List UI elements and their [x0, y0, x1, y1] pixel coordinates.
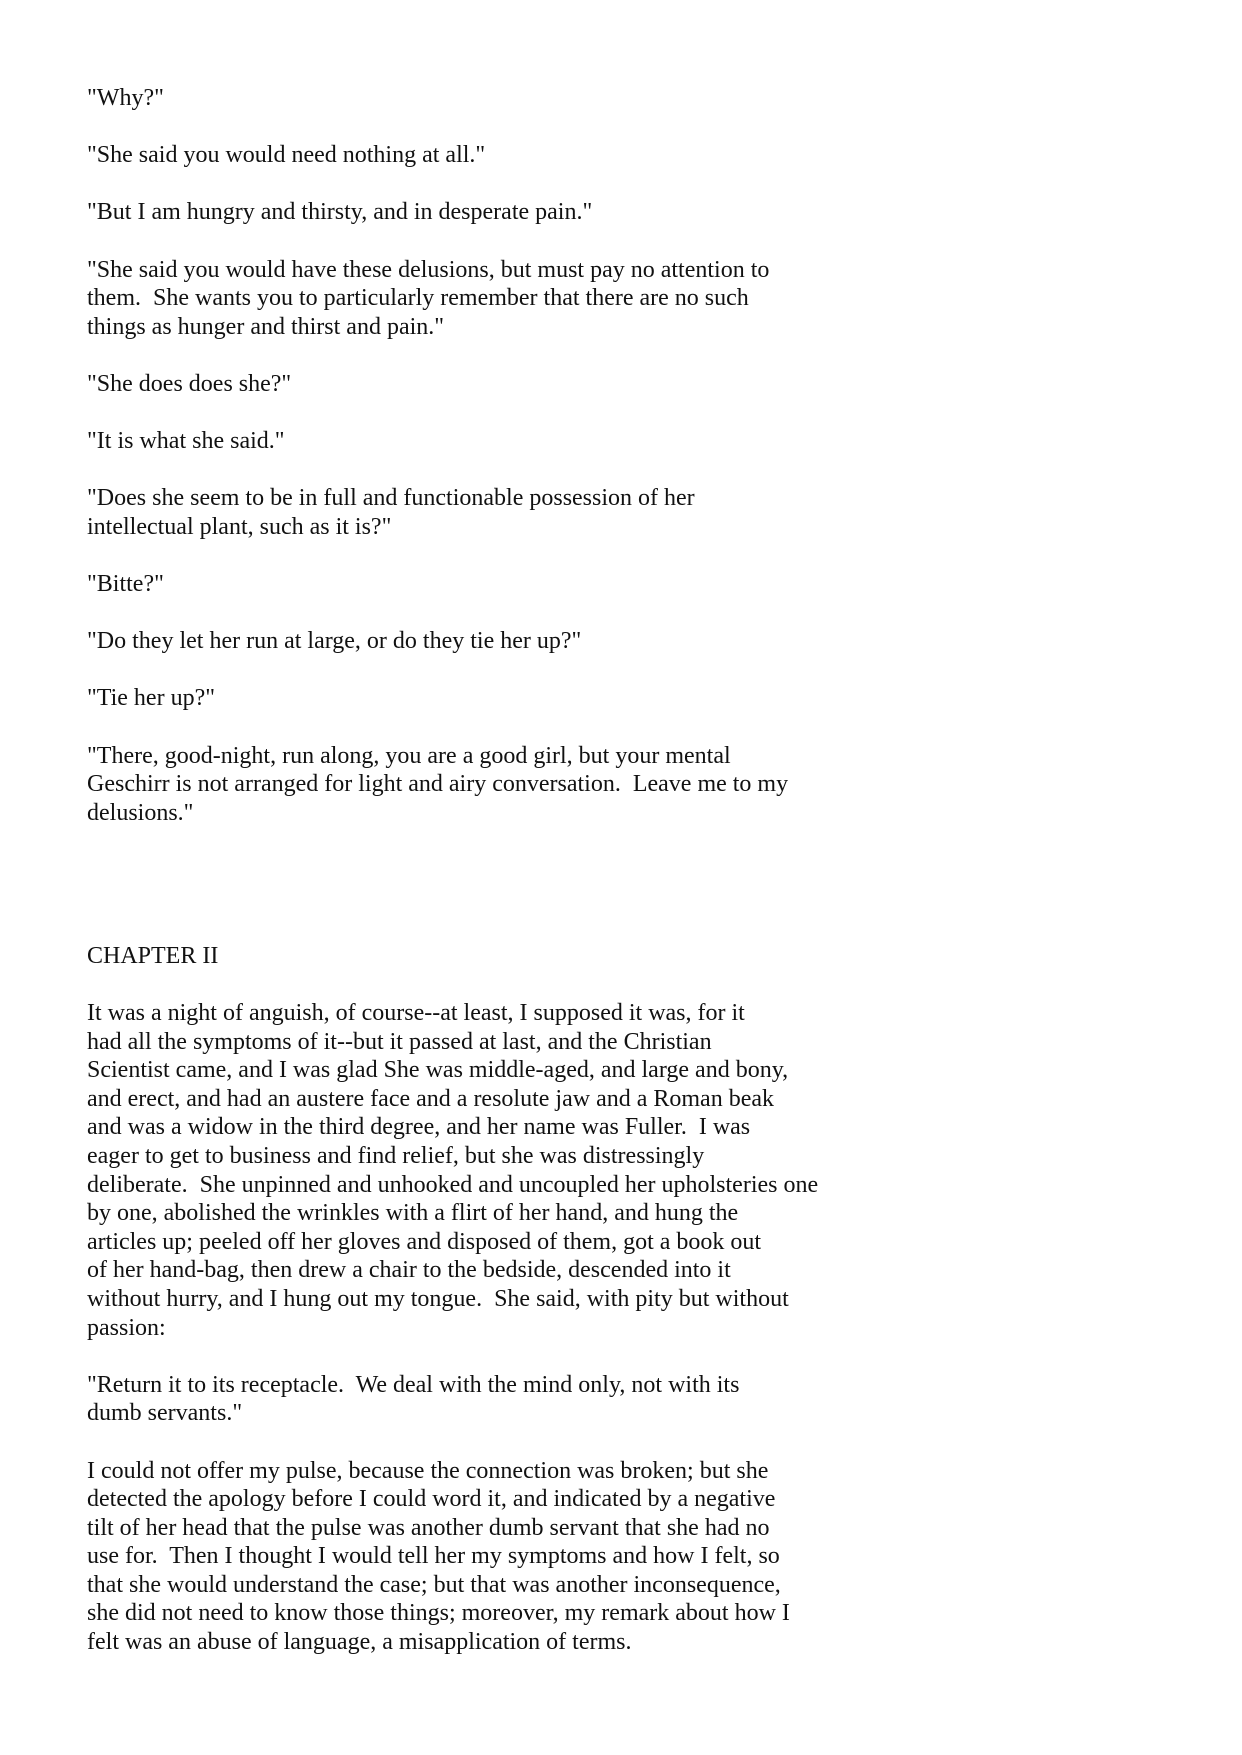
text-line: and was a widow in the third degree, and her name was Fuller. I was — [87, 1114, 751, 1141]
text-line: them. She wants you to particularly remember that there are no such — [87, 285, 749, 312]
text-line: "But I am hungry and thirsty, and in desperate pain." — [87, 199, 593, 226]
text-line: "Why?" — [87, 85, 164, 111]
paragraph — [87, 370, 1207, 399]
text-line: "Tie her up?" — [87, 685, 216, 712]
text-line: "Does she seem to be in full and functionable possession of her — [87, 485, 695, 512]
text-line: "There, good-night, run along, you are a good girl, but your mental — [87, 742, 731, 769]
text-line: tilt of her head that the pulse was another dumb servant that she had no — [87, 1514, 770, 1541]
text-line: use for. Then I thought I would tell her my symptoms and how I felt, so — [87, 1543, 780, 1570]
text-line: and erect, and had an austere face and a resolute jaw and a Roman beak — [87, 1085, 774, 1112]
dialogue-section — [87, 84, 1207, 827]
text-line: "She does does she?" — [87, 370, 292, 397]
paragraph — [87, 684, 1207, 713]
paragraph — [87, 84, 1207, 113]
paragraph — [87, 198, 1207, 227]
text-line: "She said you would need nothing at all." — [87, 142, 486, 169]
paragraph — [87, 256, 1207, 342]
text-line: "Return it to its receptacle. We deal with the mind only, not with its — [87, 1371, 740, 1398]
text-line: felt was an abuse of language, a misapplication of terms. — [87, 1629, 632, 1656]
text-line: Geschirr is not arranged for light and airy conversation. Leave me to my — [87, 771, 789, 798]
text-line: "Do they let her run at large, or do they tie her up?" — [87, 628, 582, 655]
chapter-body — [87, 999, 1207, 1657]
paragraph — [87, 141, 1207, 170]
paragraph — [87, 627, 1207, 656]
text-line: dumb servants." — [87, 1400, 243, 1427]
text-line: she did not need to know those things; moreover, my remark about how I — [87, 1600, 790, 1627]
text-line: articles up; peeled off her gloves and disposed of them, got a book out — [87, 1228, 762, 1255]
text-line: that she would understand the case; but that was another inconsequence, — [87, 1571, 781, 1598]
text-line: deliberate. She unpinned and unhooked and uncoupled her upholsteries one — [87, 1171, 819, 1198]
paragraph — [87, 484, 1207, 541]
text-line: I could not offer my pulse, because the connection was broken; but she — [87, 1457, 769, 1484]
text-line: "Bitte?" — [87, 571, 164, 598]
chapter-heading: CHAPTER II — [87, 942, 219, 969]
text-line: "It is what she said." — [87, 428, 285, 455]
text-line: had all the symptoms of it--but it passed at last, and the Christian — [87, 1028, 712, 1055]
text-line: eager to get to business and find relief, but she was distressingly — [87, 1142, 705, 1169]
text-line: of her hand-bag, then drew a chair to the bedside, descended into it — [87, 1257, 731, 1284]
text-line: Scientist came, and I was glad She was middle-aged, and large and bony, — [87, 1057, 789, 1084]
paragraph — [87, 742, 1207, 828]
text-line: "She said you would have these delusions, but must pay no attention to — [87, 256, 770, 283]
paragraph — [87, 1457, 1207, 1657]
text-line: detected the apology before I could word it, and indicated by a negative — [87, 1486, 776, 1513]
text-line: things as hunger and thirst and pain." — [87, 313, 445, 340]
text-line: by one, abolished the wrinkles with a flirt of her hand, and hung the — [87, 1200, 739, 1227]
text-line: delusions." — [87, 799, 194, 826]
paragraph — [87, 999, 1207, 1342]
text-line: It was a night of anguish, of course--at least, I supposed it was, for it — [87, 1000, 745, 1027]
text-line: passion: — [87, 1314, 166, 1341]
document-page — [87, 84, 1207, 1685]
text-line: without hurry, and I hung out my tongue. She said, with pity but without — [87, 1285, 789, 1312]
paragraph — [87, 1371, 1207, 1428]
paragraph — [87, 427, 1207, 456]
paragraph — [87, 570, 1207, 599]
text-line: intellectual plant, such as it is?" — [87, 513, 392, 540]
